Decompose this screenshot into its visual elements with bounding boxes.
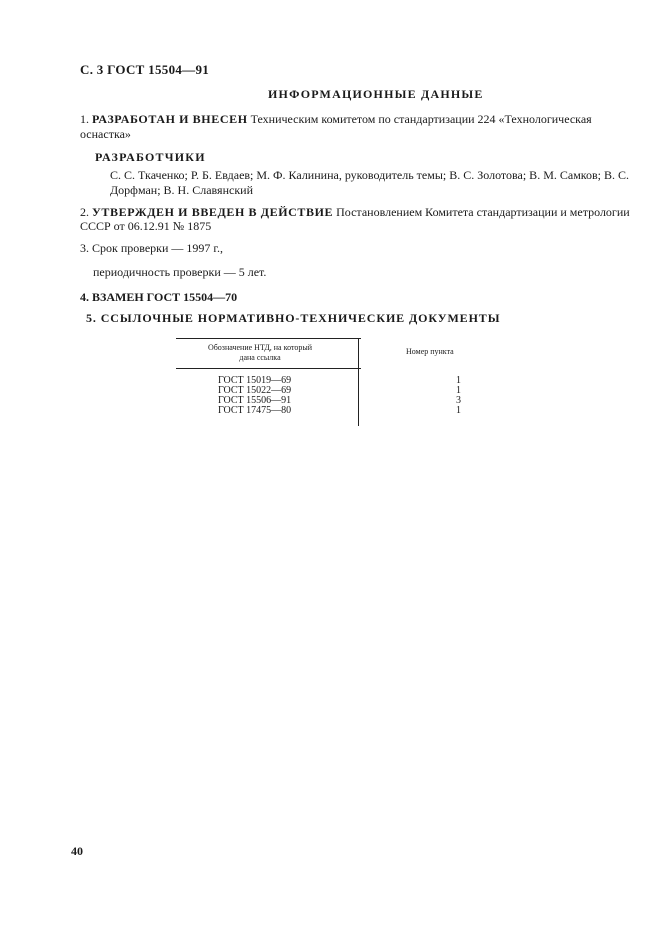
- table-cell-document: ГОСТ 17475—80: [218, 405, 292, 416]
- table-body: [218, 376, 518, 416]
- item-developed: [80, 112, 625, 142]
- page-header: С. 3 ГОСТ 15504—91: [80, 62, 210, 77]
- table-cell-item: 1: [456, 375, 461, 386]
- table-header-item: Номер пункта: [406, 347, 454, 356]
- table-cell-document: ГОСТ 15506—91: [218, 395, 292, 406]
- table-cell-item: 1: [456, 405, 461, 416]
- item-references-title: 5. ССЫЛОЧНЫЕ НОРМАТИВНО-ТЕХНИЧЕСКИЕ ДОКУМЕНТЫ: [86, 311, 501, 325]
- table-cell-document: ГОСТ 15022—69: [218, 385, 292, 396]
- item-text: Постановлением Комитета стандартизации и метрологии СССР от 06.12.91 № 1875: [80, 205, 630, 233]
- review-frequency: периодичность проверки — 5 лет.: [93, 265, 267, 279]
- item-number: 2.: [80, 205, 89, 219]
- page-number: 40: [71, 844, 83, 858]
- table-cell-item: 3: [456, 395, 461, 406]
- table-header-document: Обозначение НТД, на который дана ссылка: [207, 343, 313, 362]
- table-row: [218, 406, 518, 416]
- item-approved: [80, 205, 645, 233]
- developers-list: С. С. Ткаченко; Р. Б. Евдаев; М. Ф. Калинина, руководитель темы; В. С. Золотова; В. М. Самков; В. С. Дорфман; В. Н. Славянский: [110, 168, 630, 197]
- table-cell-item: 1: [456, 385, 461, 396]
- developers-title: РАЗРАБОТЧИКИ: [95, 150, 206, 164]
- table-top-rule: [176, 338, 361, 339]
- table-header-rule: [176, 368, 361, 369]
- item-label: РАЗРАБОТАН И ВНЕСЕН: [92, 112, 248, 126]
- table-cell-document: ГОСТ 15019—69: [218, 375, 292, 386]
- item-number: 1.: [80, 112, 89, 126]
- item-text: Техническим комитетом по стандартизации 224 «Технологическая оснастка»: [80, 112, 592, 141]
- item-replaces: 4. ВЗАМЕН ГОСТ 15504—70: [80, 290, 238, 304]
- item-label: УТВЕРЖДЕН И ВВЕДЕН В ДЕЙСТВИЕ: [92, 205, 334, 219]
- item-review-period: 3. Срок проверки — 1997 г.,: [80, 241, 223, 255]
- section-title: ИНФОРМАЦИОННЫЕ ДАННЫЕ: [268, 87, 484, 101]
